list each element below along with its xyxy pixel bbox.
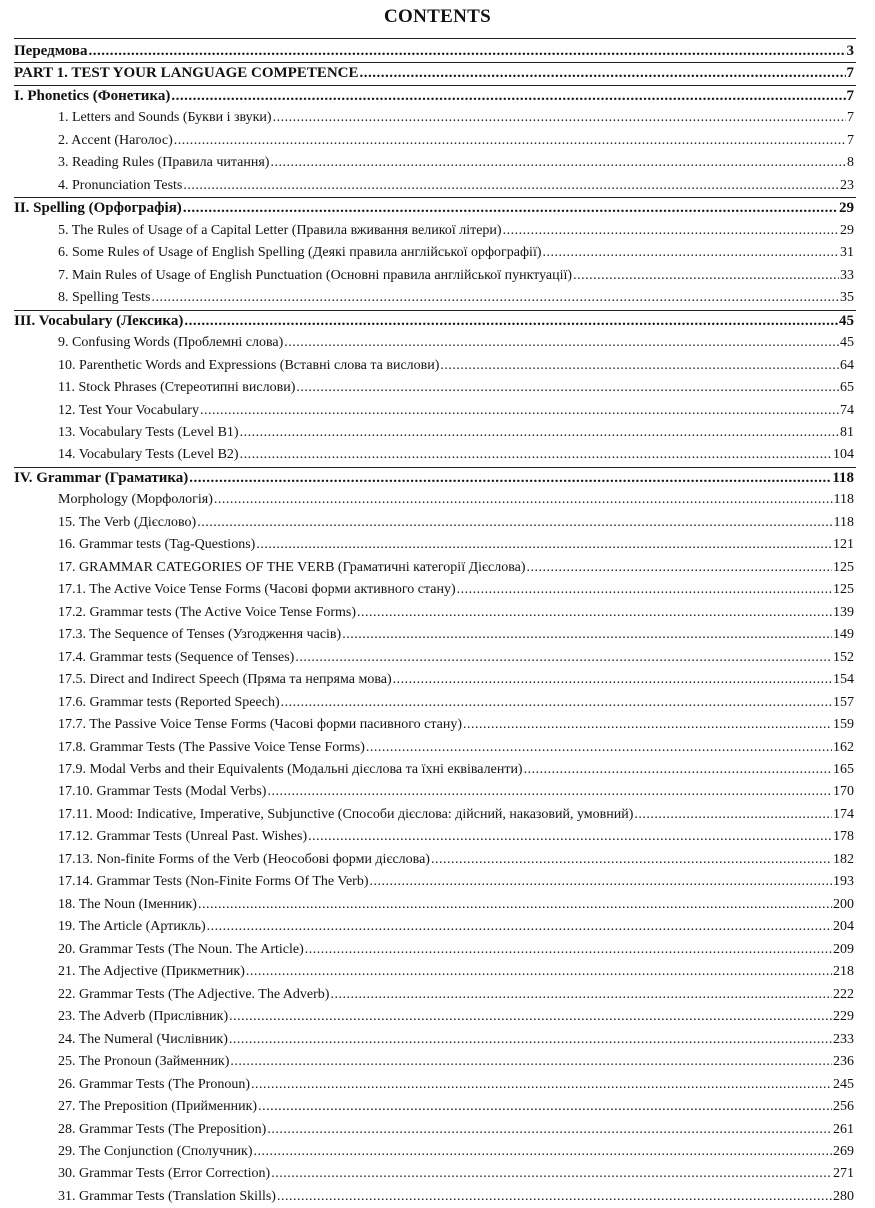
toc-page-number: 74 [840,402,854,418]
toc-page-number: 7 [847,132,854,148]
toc-section-heading[interactable] [14,310,854,332]
dot-leader [457,579,832,601]
dot-leader [267,1119,832,1141]
toc-page-number: 162 [833,739,854,755]
toc-section-heading[interactable] [14,467,854,489]
toc-page-number: 222 [833,986,854,1002]
toc-page-number: 218 [833,964,854,980]
toc-page-number: 200 [833,896,854,912]
toc-entry-title: 4. Pronunciation Tests [58,177,183,193]
toc-entry[interactable] [14,669,854,691]
toc-entry[interactable] [14,961,854,983]
dot-leader [254,1141,832,1163]
toc-entry[interactable] [14,984,854,1006]
toc-entry-title: 2. Accent (Наголос) [58,132,173,148]
toc-entry-title: 28. Grammar Tests (The Preposition) [58,1121,267,1137]
toc-page-number: 269 [833,1143,854,1159]
toc-page-number: 280 [833,1188,854,1204]
toc-entry[interactable] [14,939,854,961]
toc-entry-title: 25. The Pronoun (Займенник) [58,1054,230,1070]
toc-entry[interactable] [14,332,854,354]
toc-page-number: 3 [846,43,854,59]
toc-entry-title: 11. Stock Phrases (Стереотипні вислови) [58,380,296,396]
dot-leader [296,377,839,399]
toc-entry-title: 17.2. Grammar tests (The Active Voice Tense Forms) [58,604,357,620]
table-of-contents [14,40,854,1208]
toc-entry[interactable] [14,579,854,601]
toc-entry-title: 17.10. Grammar Tests (Modal Verbs) [58,784,267,800]
toc-page-number: 165 [833,762,854,777]
toc-entry-title: 17.5. Direct and Indirect Speech (Пряма та непряма мова) [58,672,392,688]
section-divider [14,197,856,198]
toc-entry-title: 5. The Rules of Usage of a Capital Letter (Правила вживання великої літери) [58,222,502,238]
toc-entry[interactable] [14,1051,854,1073]
toc-section-heading[interactable] [14,62,854,84]
dot-leader [305,939,832,961]
toc-page-number: 256 [833,1099,854,1115]
toc-page-number: 236 [833,1054,854,1070]
toc-entry-title: 17.14. Grammar Tests (Non-Finite Forms Of The Verb) [58,874,369,890]
dot-leader [431,849,832,871]
toc-page-number: 23 [840,177,854,193]
dot-leader [527,557,832,579]
toc-entry[interactable] [14,602,854,624]
dot-leader [183,175,839,197]
toc-entry-title: 10. Parenthetic Words and Expressions (Вставні слова та вислови) [58,357,440,373]
toc-entry-title: 17.6. Grammar tests (Reported Speech) [58,694,280,710]
toc-entry-title: III. Vocabulary (Лексика) [14,312,184,329]
toc-entry-title: 20. Grammar Tests (The Noun. The Article) [58,941,304,957]
dot-leader [295,647,832,669]
toc-page-number: 7 [846,87,854,104]
toc-entry-title: 6. Some Rules of Usage of English Spelling (Деякі правила англійської орфографії) [58,245,542,261]
toc-entry[interactable] [14,422,854,444]
toc-page-number: 139 [833,604,854,620]
toc-entry-title: 17.1. The Active Voice Tense Forms (Часові форми активного стану) [58,582,456,598]
dot-leader [277,1186,832,1208]
toc-page-number: 261 [833,1121,854,1137]
dot-leader [183,197,838,219]
page-title: CONTENTS [384,6,491,27]
toc-entry[interactable] [14,377,854,399]
toc-page-number: 45 [839,312,854,329]
toc-entry-title: 31. Grammar Tests (Translation Skills) [58,1188,276,1204]
toc-entry-title: 17.11. Mood: Indicative, Imperative, Subjunctive (Способи дієслова: дійсний, наказовий, умовний) [58,806,634,822]
dot-leader [308,826,832,848]
section-divider [14,85,856,86]
toc-page-number: 152 [833,649,854,665]
dot-leader [214,489,833,511]
toc-entry-title: 22. Grammar Tests (The Adjective. The Adverb) [58,986,330,1002]
dot-leader [634,804,832,826]
dot-leader [369,871,832,893]
dot-leader [256,534,832,556]
toc-page-number: 157 [833,694,854,710]
toc-entry-title: Передмова [14,43,88,59]
dot-leader [357,602,832,624]
toc-entry[interactable] [14,220,854,242]
dot-leader [440,355,839,377]
dot-leader [240,422,839,444]
toc-entry-title: 30. Grammar Tests (Error Correction) [58,1166,271,1182]
dot-leader [342,624,832,646]
toc-entry-title: 17.3. The Sequence of Tenses (Узгодження часів) [58,627,342,643]
toc-entry[interactable] [14,175,854,197]
toc-entry[interactable] [14,916,854,938]
toc-entry[interactable] [14,265,854,287]
toc-page-number: 170 [833,784,854,800]
toc-page-number: 159 [833,717,854,733]
toc-page-number: 104 [833,447,854,463]
toc-page-number: 33 [840,267,854,283]
toc-entry-title: 7. Main Rules of Usage of English Punctuation (Основні правила англійської пунктуації) [58,267,573,283]
toc-entry-title: Morphology (Морфологія) [58,492,213,508]
toc-entry-title: I. Phonetics (Фонетика) [14,87,171,104]
dot-leader [393,669,832,691]
toc-entry[interactable] [14,894,854,916]
dot-leader [258,1096,832,1118]
dot-leader [207,916,832,938]
section-divider [14,310,856,311]
toc-section-heading[interactable] [14,40,854,62]
toc-entry-title: 14. Vocabulary Tests (Level B2) [58,447,239,463]
toc-entry[interactable] [14,1186,854,1208]
toc-page-number: 7 [847,110,854,126]
toc-page-number: 149 [833,627,854,643]
dot-leader [230,1051,832,1073]
toc-page-number: 174 [833,806,854,822]
dot-leader [366,737,832,759]
toc-entry-title: 17.4. Grammar tests (Sequence of Tenses) [58,649,295,665]
toc-page-number: 229 [833,1009,854,1025]
dot-leader [171,85,845,107]
dot-leader [229,1029,832,1051]
dot-leader [270,152,846,174]
dot-leader [229,1006,832,1028]
toc-entry[interactable] [14,1096,854,1118]
toc-entry[interactable] [14,444,854,466]
dot-leader [330,984,832,1006]
dot-leader [152,287,840,309]
toc-page-number: 245 [833,1076,854,1092]
toc-page-number: 204 [833,919,854,935]
dot-leader [189,467,831,489]
toc-page-number: 65 [840,380,854,396]
dot-leader [88,40,845,62]
toc-entry-title: 17.12. Grammar Tests (Unreal Past. Wishes) [58,829,308,845]
dot-leader [240,444,832,466]
toc-entry[interactable] [14,1029,854,1051]
toc-page-number: 233 [833,1031,854,1047]
toc-entry[interactable] [14,1163,854,1185]
toc-entry[interactable] [14,287,854,309]
dot-leader [267,781,832,803]
toc-entry-title: 12. Test Your Vocabulary [58,402,199,418]
toc-page-number: 29 [840,222,854,238]
toc-entry[interactable] [14,152,854,174]
toc-page-number: 64 [840,357,854,373]
dot-leader [251,1074,832,1096]
toc-entry[interactable] [14,1141,854,1163]
toc-entry[interactable] [14,781,854,803]
toc-entry[interactable] [14,826,854,848]
toc-entry-title: 17.8. Grammar Tests (The Passive Voice Tense Forms) [58,739,365,755]
toc-entry-title: 17.7. The Passive Voice Tense Forms (Часові форми пасивного стану) [58,717,463,733]
dot-leader [360,62,846,84]
toc-entry-title: 13. Vocabulary Tests (Level B1) [58,424,239,440]
toc-entry-title: 15. The Verb (Дієслово) [58,514,197,530]
toc-page-number: 35 [840,290,854,306]
dot-leader [174,130,846,152]
toc-section-heading[interactable] [14,85,854,107]
toc-entry-title: 26. Grammar Tests (The Pronoun) [58,1076,251,1092]
section-divider [14,467,856,468]
toc-entry[interactable] [14,1006,854,1028]
toc-page-number: 121 [833,537,854,553]
dot-leader [197,512,832,534]
toc-entry-title: 29. The Conjunction (Сполучник) [58,1143,253,1159]
toc-entry[interactable] [14,534,854,556]
toc-entry-title: 27. The Preposition (Прийменник) [58,1099,258,1115]
toc-page-number: 31 [840,245,854,261]
toc-entry[interactable] [14,871,854,893]
toc-entry[interactable] [14,242,854,264]
toc-page-number: 193 [833,874,854,890]
toc-entry[interactable] [14,557,854,579]
toc-page-number: 29 [839,200,854,217]
contents-top-rule [14,38,856,39]
toc-page-number: 178 [833,829,854,845]
toc-entry-title: II. Spelling (Орфографія) [14,200,182,217]
dot-leader [281,692,832,714]
toc-entry[interactable] [14,107,854,129]
toc-section-heading[interactable] [14,197,854,219]
toc-entry-title: 17.13. Non-finite Forms of the Verb (Неособові форми дієслова) [58,851,430,867]
dot-leader [524,759,832,781]
toc-entry[interactable] [14,489,854,511]
toc-page-number: 118 [833,492,854,508]
toc-entry-title: 24. The Numeral (Числівник) [58,1031,228,1047]
toc-page-number: 271 [833,1166,854,1182]
toc-entry-title: 1. Letters and Sounds (Букви і звуки) [58,110,272,126]
toc-entry-title: PART 1. TEST YOUR LANGUAGE COMPETENCE [14,65,359,82]
dot-leader [573,265,839,287]
toc-page-number: 118 [833,514,854,530]
toc-entry[interactable] [14,647,854,669]
toc-entry-title: 18. The Noun (Іменник) [58,896,197,912]
toc-page-number: 154 [833,672,854,688]
toc-entry-title: 17. GRAMMAR CATEGORIES OF THE VERB (Граматичні категорії Дієслова) [58,559,526,575]
toc-page-number: 125 [833,559,854,575]
dot-leader [273,107,846,129]
toc-page-number: 209 [833,941,854,957]
toc-entry-title: IV. Grammar (Граматика) [14,469,189,486]
toc-entry-title: 9. Confusing Words (Проблемні слова) [58,335,284,351]
toc-page-number: 81 [840,424,854,440]
dot-leader [200,400,839,422]
toc-entry[interactable] [14,512,854,534]
toc-entry[interactable] [14,1119,854,1141]
toc-entry[interactable] [14,1074,854,1096]
toc-page-number: 45 [840,335,854,351]
toc-entry[interactable] [14,714,854,736]
toc-entry[interactable] [14,624,854,646]
toc-entry-title: 17.9. Modal Verbs and their Equivalents (Модальні дієслова та їхні еквіваленти) [58,762,523,777]
toc-entry-title: 23. The Adverb (Прислівник) [58,1009,229,1025]
toc-entry-title: 19. The Article (Артикль) [58,919,206,935]
toc-entry[interactable] [14,130,854,152]
toc-entry[interactable] [14,849,854,871]
toc-entry[interactable] [14,692,854,714]
toc-entry[interactable] [14,355,854,377]
dot-leader [284,332,839,354]
toc-entry[interactable] [14,400,854,422]
toc-page-number: 182 [833,851,854,867]
dot-leader [246,961,832,983]
dot-leader [198,894,832,916]
toc-entry[interactable] [14,737,854,759]
toc-entry-title: 21. The Adjective (Прикметник) [58,964,245,980]
section-divider [14,62,856,63]
dot-leader [184,310,838,332]
dot-leader [543,242,840,264]
toc-page-number: 7 [846,65,854,82]
toc-page-number: 118 [832,469,854,486]
dot-leader [463,714,832,736]
dot-leader [503,220,839,242]
dot-leader [271,1163,832,1185]
toc-page-number: 8 [847,155,854,171]
toc-page-number: 125 [833,582,854,598]
toc-entry-title: 16. Grammar tests (Tag-Questions) [58,537,256,553]
toc-entry[interactable] [14,759,854,781]
toc-entry[interactable] [14,804,854,826]
toc-entry-title: 3. Reading Rules (Правила читання) [58,155,270,171]
toc-entry-title: 8. Spelling Tests [58,290,151,306]
